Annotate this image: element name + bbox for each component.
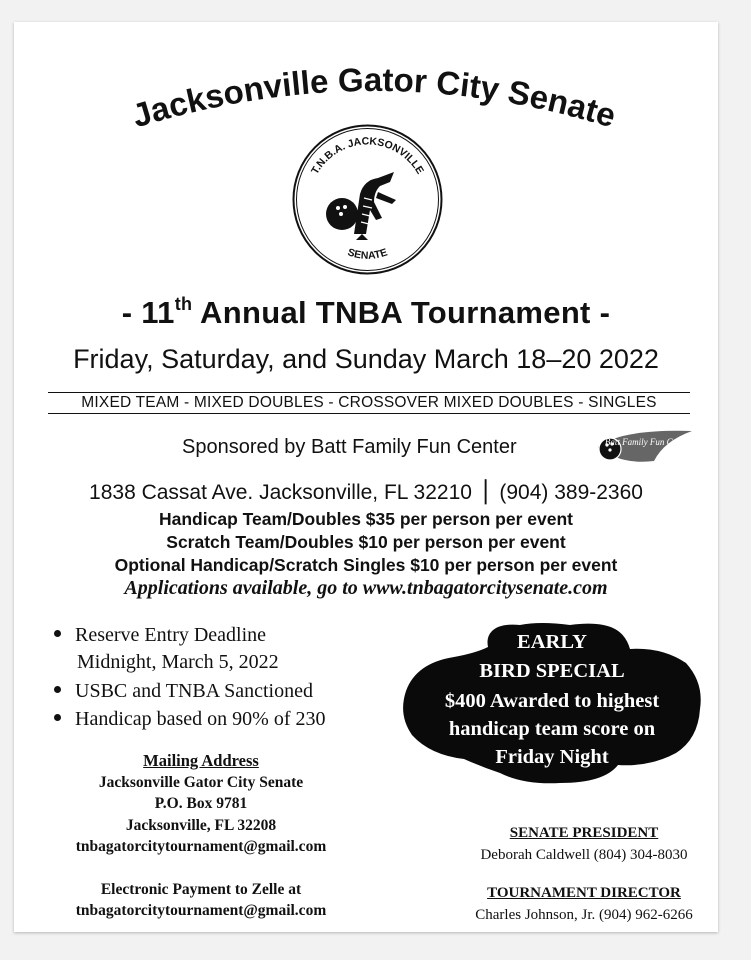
early-bird-line3: $400 Awarded to highest — [444, 690, 660, 712]
mailing-line1: Jacksonville Gator City Senate — [98, 774, 304, 791]
seal-top-text: T.N.B.A. JACKSONVILLE — [309, 135, 426, 177]
headline-title: Annual TNBA Tournament - — [192, 295, 611, 330]
bullet-dot-icon — [54, 714, 61, 721]
deadline-label: Reserve Entry Deadline — [75, 624, 267, 646]
headline-ordinal: th — [174, 294, 193, 314]
venue-address: 1838 Cassat Ave. Jacksonville, FL 32210 ⎪ (904) 389-2360 — [89, 481, 643, 504]
fee-scratch-team: Scratch Team/Doubles $10 per person per event — [166, 532, 566, 552]
organization-title-text: Jacksonville Gator City Senate — [127, 60, 621, 135]
flyer-page — [14, 22, 718, 932]
deadline-date: Midnight, March 5, 2022 — [77, 651, 279, 673]
tournament-dates: Friday, Saturday, and Sunday March 18–20 2022 — [73, 344, 659, 374]
mailing-line3: Jacksonville, FL 32208 — [125, 817, 277, 834]
bullet-dot-icon — [54, 630, 61, 637]
president-title: SENATE PRESIDENT — [509, 825, 659, 841]
events-list: MIXED TEAM - MIXED DOUBLES - CROSSOVER MIXED DOUBLES - SINGLES — [48, 392, 690, 414]
early-bird-line1: EARLY — [517, 631, 587, 653]
early-bird-line5: Friday Night — [495, 746, 609, 768]
seal-bottom-text: SENATE — [346, 246, 389, 262]
applications-link-text: Applications available, go to www.tnbagatorcitysenate.com — [124, 577, 608, 599]
senate-seal-logo — [290, 122, 445, 277]
handicap-text: Handicap based on 90% of 230 — [75, 708, 326, 730]
fee-handicap-team: Handicap Team/Doubles $35 per person per event — [159, 509, 573, 529]
director-title: TOURNAMENT DIRECTOR — [487, 885, 681, 901]
mailing-address-heading: Mailing Address — [143, 751, 259, 770]
mailing-email: tnbagatorcitytournament@gmail.com — [75, 838, 327, 855]
bullet-sanctioned — [54, 680, 313, 703]
headline-number: - 11 — [121, 295, 175, 330]
president-contact: Deborah Caldwell (804) 304-8030 — [480, 847, 688, 863]
sponsor-logo-text: Batt Family Fun Center — [604, 437, 692, 447]
payment-email: tnbagatorcitytournament@gmail.com — [75, 902, 327, 919]
early-bird-line2: BIRD SPECIAL — [479, 660, 625, 682]
sanctioned-text: USBC and TNBA Sanctioned — [75, 680, 313, 702]
fee-singles: Optional Handicap/Scratch Singles $10 per person per event — [114, 555, 618, 575]
tournament-headline — [14, 294, 718, 331]
early-bird-line4: handicap team score on — [448, 718, 656, 740]
sponsor-text: Sponsored by Batt Family Fun Center — [182, 436, 517, 458]
payment-line1: Electronic Payment to Zelle at — [100, 881, 302, 898]
bullet-handicap — [54, 708, 326, 731]
director-contact: Charles Johnson, Jr. (904) 962-6266 — [475, 907, 693, 923]
bullet-deadline — [54, 624, 266, 647]
sponsor-logo — [590, 425, 694, 469]
mailing-line2: P.O. Box 9781 — [154, 795, 248, 812]
bullet-dot-icon — [54, 686, 61, 693]
